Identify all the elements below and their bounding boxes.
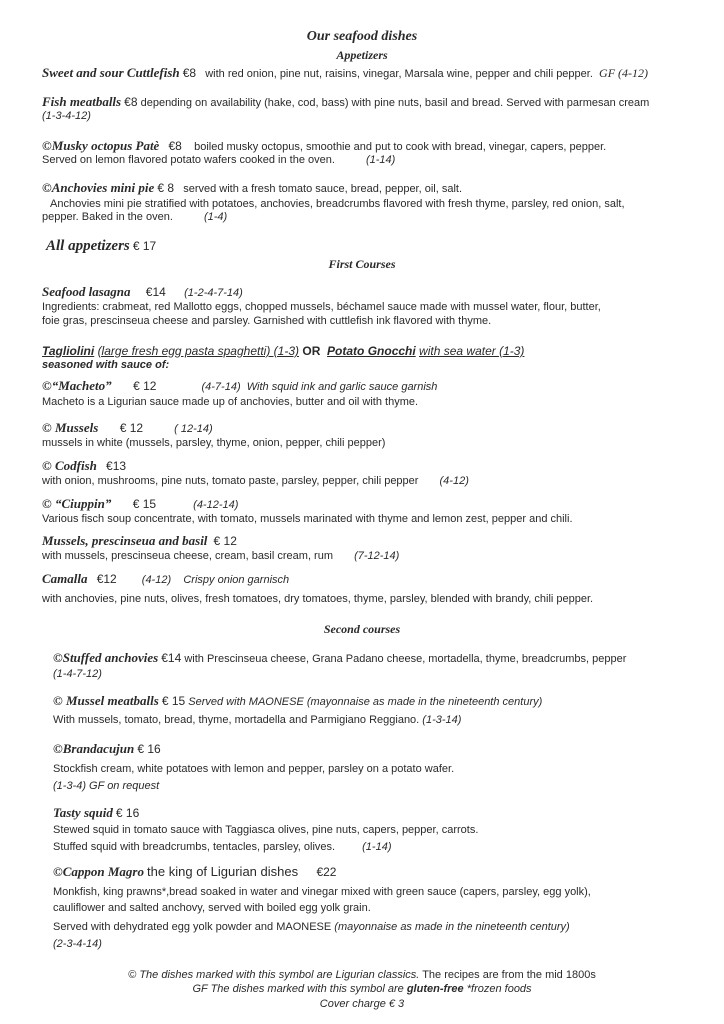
menu-item-fish-meatballs: [42, 95, 649, 110]
menu-item-ciuppin: [42, 497, 238, 512]
item-name: ©Cappon Magro: [53, 864, 144, 879]
item-name: © Codfish: [42, 458, 97, 473]
menu-item-codfish: [42, 459, 126, 474]
item-price: €22: [316, 865, 337, 879]
item-description: mussels in white (mussels, parsley, thyme, onion, pepper, chili pepper): [42, 437, 386, 449]
item-note: With squid ink and garlic sauce garnish: [246, 381, 438, 393]
footer-cover-charge: Cover charge € 3: [319, 998, 405, 1010]
item-subtitle: the king of Ligurian dishes: [147, 864, 299, 879]
item-price: € 12: [119, 421, 144, 435]
item-description: with Prescinseua cheese, Grana Padano cheese, mortadella, thyme, breadcrumbs, pepper: [184, 653, 627, 665]
item-allergens: (1-2-4-7-14): [184, 287, 243, 299]
section-heading-first-courses: First Courses: [328, 257, 396, 271]
item-allergens: (1-3-4-12): [42, 110, 91, 122]
item-description: depending on availability (hake, cod, bass) with pine nuts, basil and bread. Served with parmesan cream: [140, 97, 650, 109]
menu-item-mussels: [42, 421, 213, 436]
item-description: Stewed squid in tomato sauce with Taggiasca olives, pine nuts, capers, pepper, carrots.: [53, 824, 479, 836]
menu-item-anchovies-pie: [42, 181, 462, 196]
item-description-line2: cauliflower and salted anchovy, served with boiled egg yolk grain.: [53, 902, 371, 914]
item-price: € 8: [157, 181, 175, 195]
item-note: (mayonnaise as made in the nineteenth century): [334, 921, 570, 933]
item-allergens: (1-4-7-12): [53, 668, 102, 680]
item-description: boiled musky octopus, smoothie and put to cook with bread, vinegar, capers, pepper.: [194, 141, 607, 153]
item-price: €8: [182, 66, 197, 80]
item-description: Stockfish cream, white potatoes with lemon and pepper, parsley on a potato wafer.: [53, 763, 455, 775]
description-text: with onion, mushrooms, pine nuts, tomato paste, parsley, pepper, chili pepper: [42, 475, 419, 487]
item-description: with anchovies, pine nuts, olives, fresh tomatoes, dry tomatoes, thyme, parsley, blended with brandy, chili pepper.: [42, 593, 594, 605]
item-allergens: (4-12-14): [193, 499, 239, 511]
description-text: Served with dehydrated egg yolk powder and MAONESE: [53, 921, 332, 933]
item-name: All appetizers: [46, 238, 130, 254]
item-name: Fish meatballs: [42, 94, 122, 109]
item-price: €14: [145, 285, 166, 299]
item-note: Crispy onion garnisch: [183, 574, 290, 586]
item-description-line2: [42, 153, 395, 167]
menu-item-brandacujun: [53, 742, 161, 757]
item-name: Sweet and sour Cuttlefish: [42, 65, 180, 80]
item-price: €12: [96, 572, 117, 586]
item-price: € 16: [115, 806, 140, 820]
item-allergens: (1-3-14): [422, 714, 462, 726]
seasoned-label: seasoned with sauce of:: [42, 359, 170, 371]
gluten-free-tag: GF (4-12): [599, 66, 649, 80]
item-description: [42, 474, 469, 488]
item-allergens: (4-12): [141, 574, 172, 586]
item-price: € 12: [213, 534, 237, 548]
or-label: OR: [302, 344, 321, 358]
item-description: Ingredients: crabmeat, red Mallotto eggs, chopped mussels, béchamel sauce made with mussel water, flour, butter,: [42, 301, 601, 313]
item-price: € 17: [132, 239, 157, 253]
gnocchi-desc: with sea water (1-3): [419, 344, 525, 358]
menu-item-macheto: [42, 379, 437, 394]
menu-item-mussels-basil: [42, 534, 237, 549]
item-name: ©Musky octopus Patè: [42, 138, 160, 153]
item-allergens: (4-12): [439, 475, 469, 487]
item-name: © Mussels: [42, 420, 99, 435]
item-allergens: (2-3-4-14): [53, 938, 102, 950]
item-name: © Mussel meatballs: [53, 693, 159, 708]
menu-item-stuffed-anchovies: [53, 651, 626, 666]
item-allergens: (1-3-4) GF on request: [53, 780, 160, 792]
item-name: Seafood lasagna: [42, 284, 131, 299]
item-allergens: ( 12-14): [174, 423, 213, 435]
section-heading-appetizers: Appetizers: [336, 48, 388, 62]
menu-item-tasty-squid: [53, 806, 139, 821]
item-price: € 15: [132, 497, 157, 511]
item-name: ©“Macheto”: [42, 378, 112, 393]
footer-text: *frozen foods: [466, 983, 532, 995]
menu-item-camalla: [42, 572, 289, 587]
item-description-line2: [53, 840, 391, 854]
footer-classics-note: [0, 968, 724, 982]
item-allergens: (1-14): [362, 841, 392, 853]
description-text: with mussels, prescinseua cheese, cream, basil cream, rum: [42, 550, 333, 562]
description-text: Stuffed squid with breadcrumbs, tentacles, parsley, olives.: [53, 841, 336, 853]
tagliolini-label: Tagliolini: [42, 344, 95, 358]
item-description: [53, 713, 461, 727]
item-price: €8: [124, 95, 138, 109]
item-description-line2: foie gras, prescinseua cheese and parsley. Garnished with cuttlefish ink flavored with thyme.: [42, 315, 492, 327]
item-description: Various fisch soup concentrate, with tomato, mussels marinated with thyme and lemon zest, pepper and chili.: [42, 513, 573, 525]
description-text: With mussels, tomato, bread, thyme, mortadella and Parmigiano Reggiano.: [53, 714, 420, 726]
item-allergens: (7-12-14): [354, 550, 400, 562]
item-description: Monkfish, king prawns*,bread soaked in water and vinegar mixed with green sauce (capers, parsley, egg yolk),: [53, 886, 591, 898]
description-text: pepper. Baked in the oven.: [42, 211, 173, 223]
item-allergens: (4-7-14): [201, 381, 241, 393]
item-description: with red onion, pine nut, raisins, vinegar, Marsala wine, pepper and chili pepper.: [205, 68, 593, 80]
footer-text: gluten-free: [406, 983, 464, 995]
tagliolini-desc: (large fresh egg pasta spaghetti) (1-3): [97, 344, 300, 358]
item-price: € 12: [133, 379, 157, 393]
description-text: Served on lemon flavored potato wafers cooked in the oven.: [42, 154, 335, 166]
gnocchi-label: Potato Gnocchi: [327, 344, 416, 358]
footer-text: © The dishes marked with this symbol are Ligurian classics.: [128, 969, 420, 981]
item-name: Tasty squid: [53, 805, 113, 820]
item-allergens: (1-4): [203, 211, 228, 223]
item-price: € 16: [137, 742, 161, 756]
menu-item-all-appetizers: [46, 239, 156, 254]
item-name: ©Anchovies mini pie: [42, 180, 155, 195]
item-description: [42, 549, 399, 563]
menu-item-cappon-magro: [53, 865, 336, 880]
pasta-choice-header: [42, 344, 524, 358]
item-description-line3: [42, 210, 227, 224]
menu-item-octopus-pate: [42, 139, 606, 154]
item-description: Macheto is a Ligurian sauce made up of anchovies, butter and oil with thyme.: [42, 396, 419, 408]
item-name: © “Ciuppin”: [42, 496, 112, 511]
item-price: €13: [106, 459, 127, 473]
item-price: €14: [161, 651, 182, 665]
item-price: €8: [168, 139, 182, 153]
section-heading-second-courses: Second courses: [323, 622, 401, 636]
menu-item-cuttlefish: [42, 66, 648, 81]
menu-item-mussel-meatballs: [53, 694, 542, 709]
item-description-line3: [53, 920, 570, 934]
item-allergens: (1-14): [365, 154, 396, 166]
footer-text: The recipes are from the mid 1800s: [422, 969, 596, 981]
footer-gluten-free-note: [0, 982, 724, 996]
item-note: Served with MAONESE (mayonnaise as made in the nineteenth century): [188, 696, 543, 708]
menu-item-seafood-lasagna: [42, 285, 243, 300]
item-price: € 15: [161, 694, 186, 708]
item-name: Camalla: [42, 571, 88, 586]
footer-text: GF The dishes marked with this symbol are: [192, 983, 404, 995]
item-name: Mussels, prescinseua and basil: [42, 533, 208, 548]
item-description: served with a fresh tomato sauce, bread, pepper, oil, salt.: [183, 183, 463, 195]
item-description-line2: Anchovies mini pie stratified with potatoes, anchovies, breadcrumbs flavored with fresh thyme, parsley, red onion, salt,: [50, 198, 625, 210]
page-title: Our seafood dishes: [306, 29, 418, 44]
item-name: ©Stuffed anchovies: [53, 650, 159, 665]
item-name: ©Brandacujun: [53, 741, 135, 756]
